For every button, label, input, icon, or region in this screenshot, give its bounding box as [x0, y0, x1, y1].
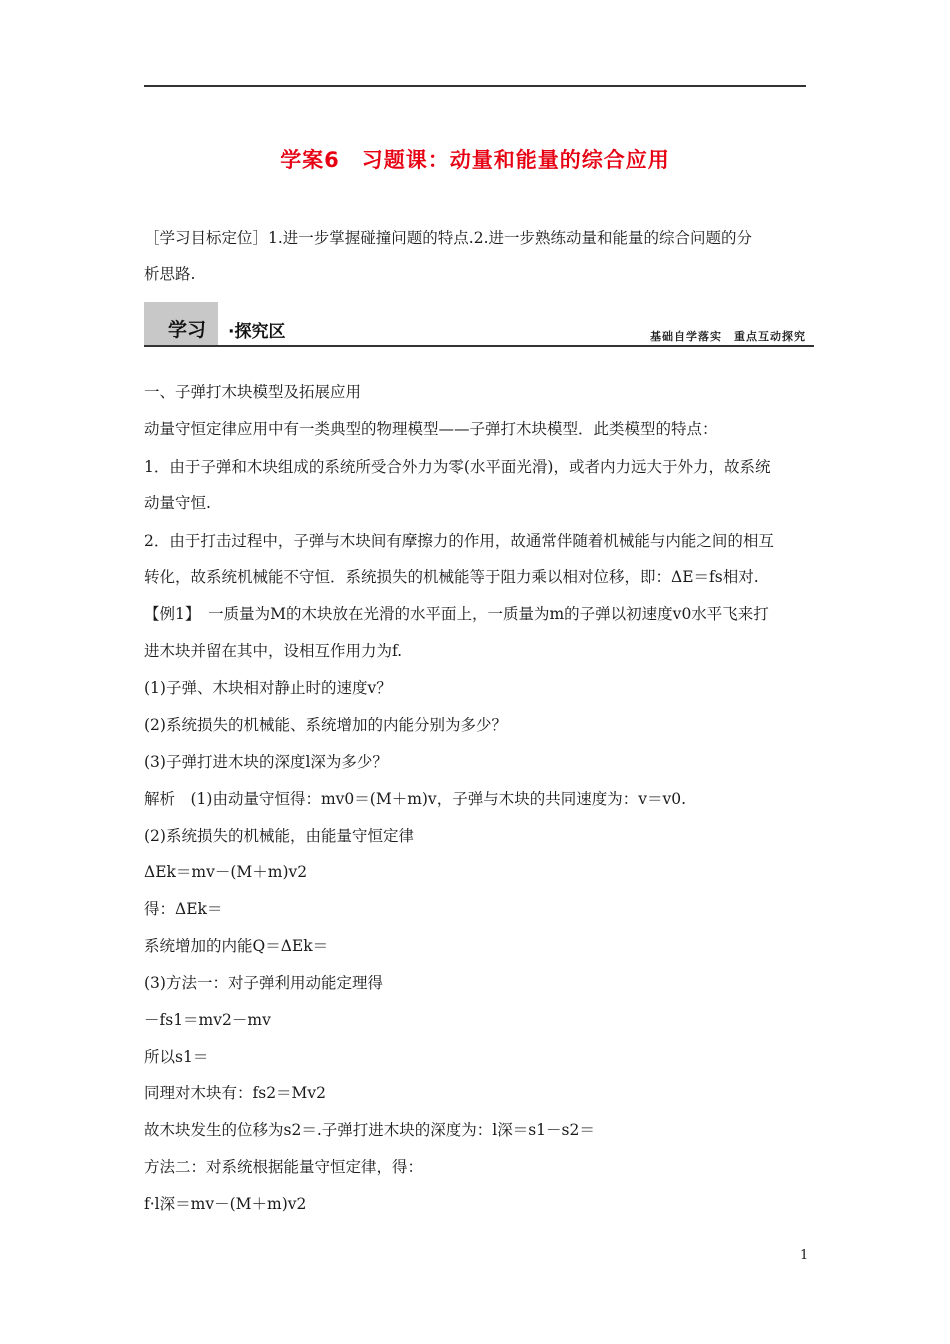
solution-line: 解析 (1)由动量守恒得：mv0＝(M＋m)v，子弹与木块的共同速度为：v＝v0.	[144, 790, 686, 808]
equation-line: －fs1＝mv2－mv	[144, 1011, 271, 1029]
banner-sub-label: ·探究区	[228, 322, 286, 342]
equation-line: f·l深＝mv－(M＋m)v2	[144, 1195, 307, 1213]
question-line: (2)系统损失的机械能、系统增加的内能分别为多少？	[144, 716, 507, 734]
solution-line: 得：ΔEk＝	[144, 900, 223, 918]
question-line: (1)子弹、木块相对静止时的速度v？	[144, 679, 392, 697]
body-line: 动量守恒.	[144, 494, 211, 512]
section-banner	[144, 302, 814, 347]
example-line: 进木块并留在其中，设相互作用力为f.	[144, 642, 403, 660]
body-line: 2．由于打击过程中，子弹与木块间有摩擦力的作用，故通常伴随着机械能与内能之间的相互	[144, 532, 774, 550]
solution-line: 系统增加的内能Q＝ΔEk＝	[144, 937, 329, 955]
example-line: 【例1】 一质量为M的木块放在光滑的水平面上，一质量为m的子弹以初速度v0水平飞来打	[144, 605, 769, 623]
objectives-line-1: ［学习目标定位］1.进一步掌握碰撞问题的特点.2.进一步熟练动量和能量的综合问题的分	[144, 229, 753, 247]
solution-line: 方法二：对系统根据能量守恒定律，得：	[144, 1158, 424, 1176]
solution-line: 所以s1＝	[144, 1048, 209, 1066]
objectives-line-2: 析思路.	[144, 265, 196, 283]
page-title: 学案6 习题课：动量和能量的综合应用	[280, 148, 670, 172]
body-line: 1．由于子弹和木块组成的系统所受合外力为零(水平面光滑)，或者内力远大于外力，故系统	[144, 458, 771, 476]
section-heading: 一、子弹打木块模型及拓展应用	[144, 383, 362, 401]
banner-rule	[144, 345, 814, 347]
solution-line: 故木块发生的位移为s2＝.子弹打进木块的深度为：l深＝s1－s2＝	[144, 1121, 595, 1139]
equation-line: ΔEk＝mv－(M＋m)v2	[144, 863, 308, 881]
solution-line: (3)方法一：对子弹利用动能定理得	[144, 974, 383, 992]
banner-main-label: 学习	[168, 319, 207, 341]
solution-line: (2)系统损失的机械能，由能量守恒定律	[144, 827, 414, 845]
solution-line: 同理对木块有：fs2＝Mv2	[144, 1084, 327, 1102]
question-line: (3)子弹打进木块的深度l深为多少？	[144, 753, 388, 771]
banner-right-label: 基础自学落实 重点互动探究	[650, 330, 806, 343]
body-line: 动量守恒定律应用中有一类典型的物理模型——子弹打木块模型．此类模型的特点：	[144, 420, 718, 438]
header-rule	[144, 85, 806, 87]
body-line: 转化，故系统机械能不守恒．系统损失的机械能等于阻力乘以相对位移，即：ΔE＝fs相对.	[144, 568, 759, 586]
page-number: 1	[800, 1248, 809, 1263]
